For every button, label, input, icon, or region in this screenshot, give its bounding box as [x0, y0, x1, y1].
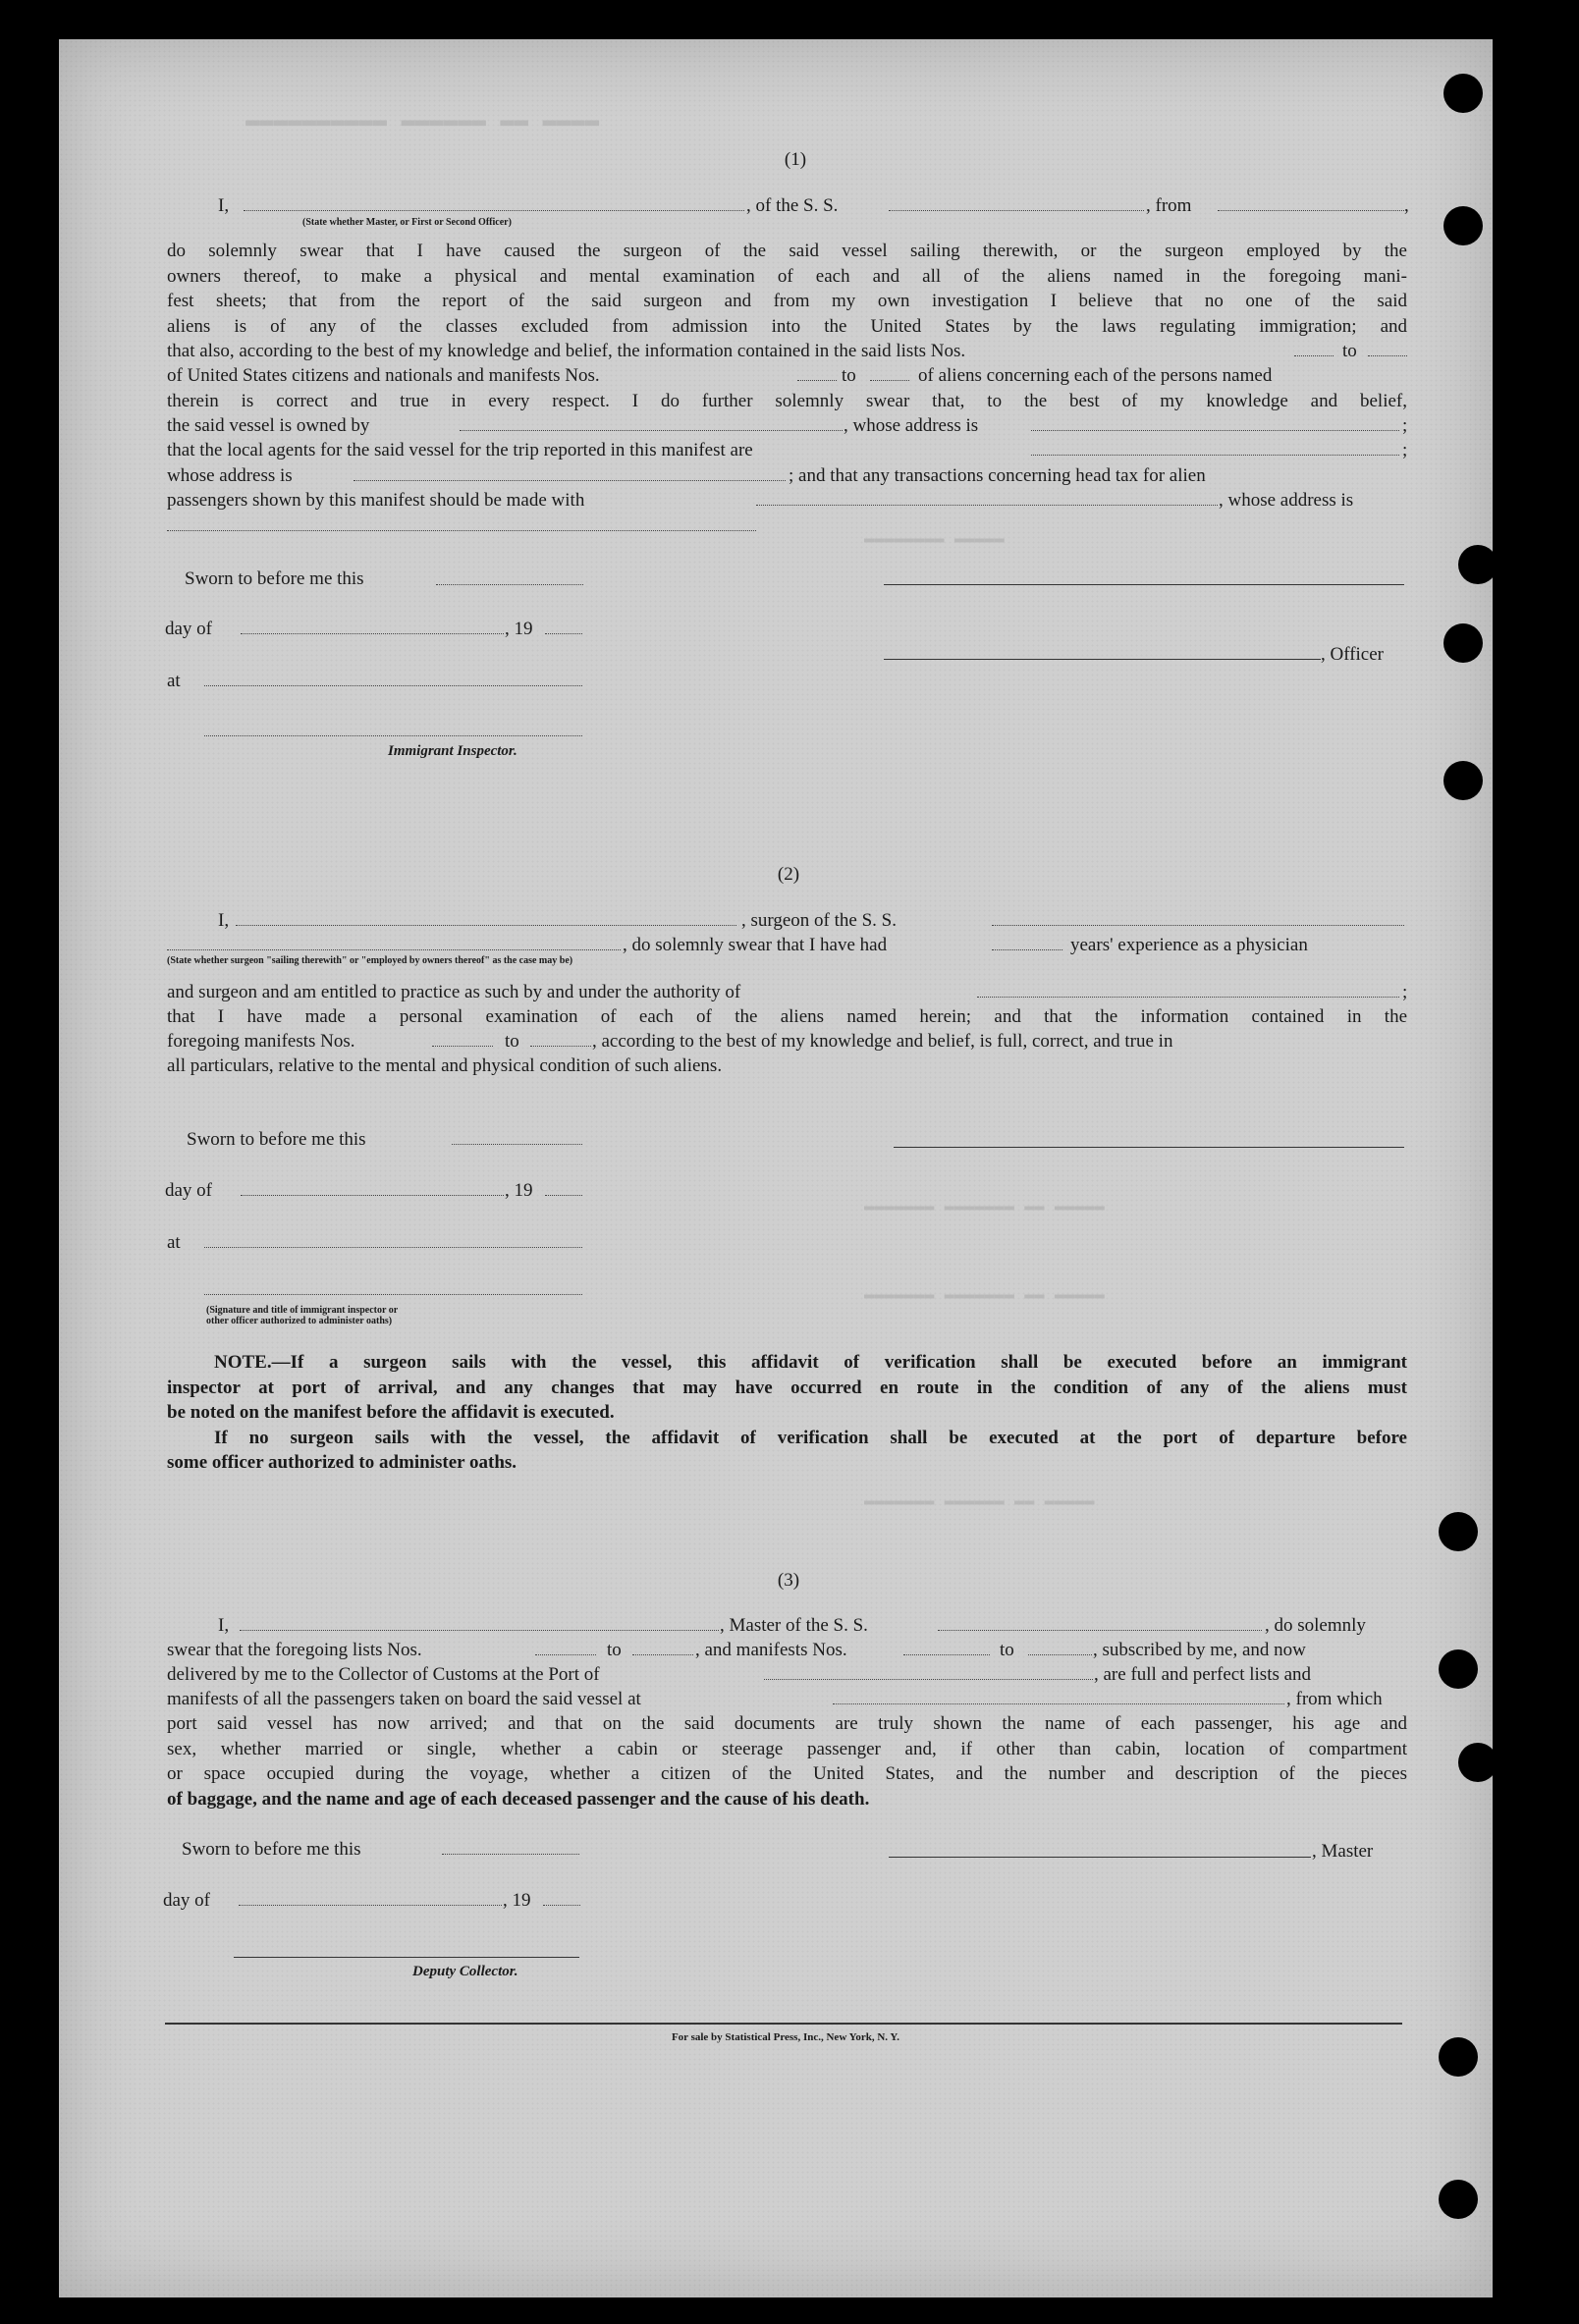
s3-line2a: swear that the foregoing lists Nos. — [167, 1640, 422, 1660]
s3-line4b: , from which — [1286, 1689, 1383, 1709]
s2-line5b: to — [505, 1031, 519, 1052]
boarded-at-field[interactable] — [833, 1703, 1284, 1704]
s1-line11b: , whose address is — [1219, 490, 1354, 511]
s1-of-ss-label: , of the S. S. — [746, 195, 839, 216]
s2-line4-text: that I have made a personal examination of each of the aliens named herein; and that the information contained in the — [167, 1006, 1407, 1027]
s1-year-field[interactable] — [545, 633, 582, 634]
punch-hole — [1443, 623, 1483, 663]
inspector-signature-line[interactable] — [204, 735, 582, 736]
note-line-3: be noted on the manifest before the affidavit is executed. — [167, 1402, 615, 1423]
s3-day-field[interactable] — [239, 1905, 502, 1906]
s2-day-field[interactable] — [241, 1195, 504, 1196]
s3-sworn: Sworn to before me this — [182, 1839, 361, 1860]
s1-signature-line[interactable] — [884, 584, 1404, 585]
s1-line6c: of aliens concerning each of the persons named — [918, 365, 1273, 386]
s3-lists-to-field[interactable] — [632, 1654, 693, 1655]
bleed-through-mark: ▬▬▬▬▬▬▬ ▬▬▬▬▬▬ ▬▬ ▬▬▬▬▬ — [864, 1492, 1095, 1511]
s1-line8b: , whose address is — [844, 415, 979, 436]
s3-line4a: manifests of all the passengers taken on board the said vessel at — [167, 1689, 641, 1709]
punch-hole — [1458, 1743, 1497, 1782]
s2-signature-title-line[interactable] — [204, 1294, 582, 1295]
s1-body-line: owners thereof, to make a physical and mental examination of each and all of the aliens named in the foregoing mani- — [167, 265, 1407, 287]
s2-line6: all particulars, relative to the mental and physical condition of such aliens. — [167, 1055, 723, 1076]
s3-vessel-field[interactable] — [938, 1630, 1262, 1631]
s1-line5b: to — [1342, 341, 1357, 361]
deputy-collector-label: Deputy Collector. — [412, 1964, 518, 1979]
local-agents-field[interactable] — [1031, 455, 1399, 456]
s1-body-line: fest sheets; that from the report of the said surgeon and from my own investigation I believe that no one of the said — [167, 291, 1407, 311]
s1-line9b: ; — [1402, 440, 1408, 460]
s2-year-field[interactable] — [545, 1195, 582, 1196]
s2-line2b: years' experience as a physician — [1070, 935, 1308, 955]
s2-sworn: Sworn to before me this — [187, 1129, 366, 1150]
s1-line7 — [167, 389, 1407, 414]
s2-line3a: and surgeon and am entitled to practice as such by and under the authority of — [167, 982, 741, 1002]
s3-line3b: , are full and perfect lists and — [1094, 1664, 1312, 1685]
punch-hole — [1439, 1649, 1478, 1689]
s2-sworn-field[interactable] — [452, 1144, 582, 1145]
s3-master: , Master — [1312, 1841, 1374, 1862]
vessel-name-field[interactable] — [889, 210, 1144, 211]
s2-sig-hint-2: other officer authorized to administer oaths) — [206, 1316, 393, 1326]
bleed-through-mark: ▬▬▬▬▬▬▬ ▬▬▬▬▬▬▬ ▬▬ ▬▬▬▬▬ — [864, 1286, 1105, 1305]
s3-sworn-field[interactable] — [442, 1854, 579, 1855]
s2-line5a: foregoing manifests Nos. — [167, 1031, 355, 1052]
head-tax-address-field[interactable] — [167, 530, 756, 531]
s2-line3b: ; — [1402, 982, 1408, 1002]
s2-surgeon-of: , surgeon of the S. S. — [741, 910, 897, 931]
surgeon-name-field[interactable] — [236, 925, 736, 926]
s1-officer: , Officer — [1321, 644, 1385, 665]
s3-solemnly: , do solemnly — [1265, 1615, 1366, 1636]
section-3-body — [167, 1711, 1407, 1811]
s1-day-field[interactable] — [241, 633, 504, 634]
surgeon-status-hint: (State whether surgeon "sailing therewith" or "employed by owners thereof" as the case may be) — [167, 955, 573, 966]
punch-hole — [1443, 761, 1483, 800]
note-text-1: —If a surgeon sails with the vessel, this affidavit of verification shall be executed before an immigrant — [271, 1352, 1407, 1373]
note-line-1 — [167, 1350, 1407, 1376]
agent-address-field[interactable] — [354, 480, 786, 481]
s2-manifests-from-field[interactable] — [432, 1046, 493, 1047]
s2-sig-hint-1: (Signature and title of immigrant inspector or — [206, 1305, 399, 1316]
s1-body-line: aliens is of any of the classes excluded from admission into the United States by the laws regulating immigration; and — [167, 315, 1407, 337]
s1-line8a: the said vessel is owned by — [167, 415, 370, 436]
s3-line2b: to — [607, 1640, 622, 1660]
note-block — [167, 1350, 1407, 1476]
s3-i-label: I, — [218, 1615, 230, 1636]
s1-sworn: Sworn to before me this — [185, 568, 364, 589]
officer-signature-line[interactable] — [884, 659, 1321, 660]
s1-sworn-field[interactable] — [436, 584, 583, 585]
s1-at: at — [167, 671, 181, 691]
s2-line2a: , do solemnly swear that I have had — [623, 935, 888, 955]
port-of-field[interactable] — [764, 1679, 1093, 1680]
s2-i-label: I, — [218, 910, 230, 931]
s2-at-field[interactable] — [204, 1247, 582, 1248]
footer-printer-credit: For sale by Statistical Press, Inc., New York, N. Y. — [671, 2031, 900, 2043]
punch-hole — [1439, 1512, 1478, 1551]
officer-name-field[interactable] — [244, 210, 744, 211]
s3-line2c: , and manifests Nos. — [695, 1640, 847, 1660]
punch-hole — [1439, 2037, 1478, 2077]
s1-line6b: to — [842, 365, 856, 386]
deputy-signature-line[interactable] — [234, 1957, 579, 1958]
s1-body-line: do solemnly swear that I have caused the surgeon of the said vessel sailing therewith, or the surgeon employed by the — [167, 241, 1407, 261]
s3-manifests-from-field[interactable] — [903, 1654, 990, 1655]
s3-year-field[interactable] — [543, 1905, 580, 1906]
s3-day-of: day of — [163, 1890, 211, 1911]
footer-rule — [165, 2023, 1402, 2025]
manifests-from-field[interactable] — [797, 380, 837, 381]
bleed-through-mark: ▬▬▬▬ ▬▬ ▬▬▬▬▬▬ ▬▬▬▬▬▬▬▬▬▬ — [245, 108, 600, 135]
s3-master-of: , Master of the S. S. — [720, 1615, 868, 1636]
s1-line7-text: therein is correct and true in every respect. I do further solemnly swear that, to the best of my knowledge and belief, — [167, 391, 1407, 411]
s2-line5c: , according to the best of my knowledge and belief, is full, correct, and true in — [592, 1031, 1173, 1052]
s1-at-field[interactable] — [204, 685, 582, 686]
surgeon-status-field[interactable] — [167, 949, 621, 950]
s1-line10a: whose address is — [167, 465, 293, 486]
s1-day-of: day of — [165, 619, 213, 639]
owner-field[interactable] — [460, 430, 843, 431]
section-3-number: (3) — [777, 1570, 800, 1591]
s3-body-line: port said vessel has now arrived; and that on the said documents are truly shown the name of each passenger, his age and — [167, 1713, 1407, 1734]
note-line-4: If no surgeon sails with the vessel, the affidavit of verification shall be executed at the port of departure before — [214, 1427, 1407, 1448]
punch-hole — [1458, 545, 1497, 584]
punch-hole — [1439, 2180, 1478, 2219]
s3-manifests-to-field[interactable] — [1028, 1654, 1092, 1655]
s3-line3a: delivered by me to the Collector of Customs at the Port of — [167, 1664, 600, 1685]
bleed-through-mark: ▬▬▬▬▬▬▬ ▬▬▬▬▬▬▬ ▬▬ ▬▬▬▬▬ — [864, 1198, 1105, 1216]
immigrant-inspector-label: Immigrant Inspector. — [388, 743, 517, 759]
master-name-field[interactable] — [240, 1630, 719, 1631]
s1-from-label: , from — [1146, 195, 1192, 216]
s3-body-line: sex, whether married or single, whether a cabin or steerage passenger and, if other than cabin, location of compartment — [167, 1738, 1407, 1759]
s2-vessel-field[interactable] — [992, 925, 1404, 926]
s2-signature-line[interactable] — [894, 1147, 1404, 1148]
s1-i-label: I, — [218, 195, 230, 216]
section-1-number: (1) — [784, 149, 807, 170]
note-line-5: some officer authorized to administer oaths. — [167, 1452, 517, 1473]
s1-line11a: passengers shown by this manifest should be made with — [167, 490, 585, 511]
s2-day-of: day of — [165, 1180, 213, 1201]
s2-at: at — [167, 1232, 181, 1253]
note-label: NOTE. — [214, 1352, 272, 1373]
lists-from-field[interactable] — [1294, 355, 1334, 356]
s3-body-line: of baggage, and the name and age of each deceased passenger and the cause of his death. — [167, 1788, 870, 1810]
s1-line10b: ; and that any transactions concerning head tax for alien — [789, 465, 1206, 486]
head-tax-contact-field[interactable] — [756, 505, 1218, 506]
s1-line5a: that also, according to the best of my knowledge and belief, the information contained in the said lists Nos. — [167, 341, 966, 361]
owner-address-field[interactable] — [1031, 430, 1399, 431]
manifests-to-field[interactable] — [870, 380, 909, 381]
years-experience-field[interactable] — [992, 949, 1062, 950]
s3-line2e: , subscribed by me, and now — [1093, 1640, 1306, 1660]
s2-manifests-to-field[interactable] — [530, 1046, 591, 1047]
punch-hole — [1443, 74, 1483, 113]
s1-year: , 19 — [505, 619, 533, 639]
lists-to-field[interactable] — [1368, 355, 1407, 356]
s1-line9a: that the local agents for the said vessel for the trip reported in this manifest are — [167, 440, 753, 460]
section-1-body — [167, 239, 1407, 339]
bleed-through-mark: ▬▬▬▬▬▬▬▬ ▬▬▬▬▬ — [864, 530, 1005, 549]
s3-lists-from-field[interactable] — [535, 1654, 596, 1655]
note-line-2: inspector at port of arrival, and any changes that may have occurred en route in the condition of any of the aliens must — [167, 1377, 1407, 1398]
s2-year: , 19 — [505, 1180, 533, 1201]
punch-hole — [1443, 206, 1483, 245]
master-signature-line[interactable] — [889, 1857, 1311, 1858]
s1-comma: , — [1404, 195, 1409, 216]
s1-line8c: ; — [1402, 415, 1408, 436]
from-port-field[interactable] — [1218, 210, 1404, 211]
s3-line2d: to — [1000, 1640, 1014, 1660]
practice-authority-field[interactable] — [977, 997, 1399, 998]
s3-year: , 19 — [503, 1890, 531, 1911]
s3-body-line: or space occupied during the voyage, whether a citizen of the United States, and the number and description of the pieces — [167, 1763, 1407, 1784]
section-2-number: (2) — [777, 864, 800, 885]
s1-line6a: of United States citizens and nationals and manifests Nos. — [167, 365, 600, 386]
officer-hint: (State whether Master, or First or Second Officer) — [302, 217, 512, 228]
s2-line4 — [167, 1004, 1407, 1030]
